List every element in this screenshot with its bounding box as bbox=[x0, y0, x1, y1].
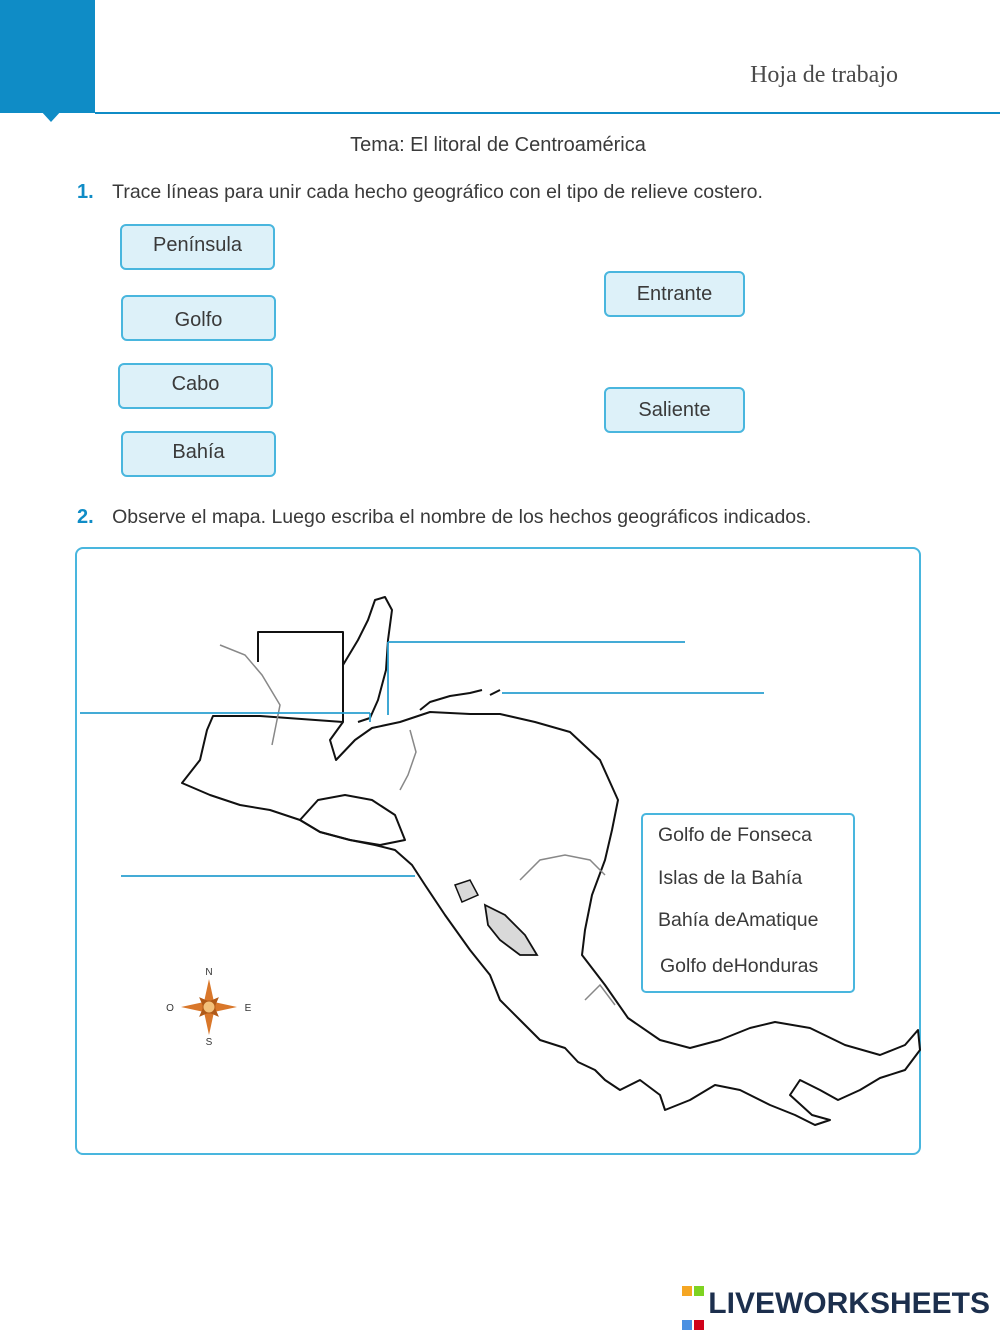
river-coco bbox=[520, 855, 605, 880]
worksheet-topic: Tema: El litoral de Centroamérica bbox=[350, 134, 646, 156]
word-box-label: Cabo bbox=[171, 373, 220, 395]
river-ulua bbox=[400, 730, 416, 790]
lake-nicaragua bbox=[485, 905, 537, 955]
word-box-label: Bahía bbox=[172, 441, 225, 463]
country-el-salvador bbox=[300, 795, 405, 845]
question-1-text: Trace líneas para unir cada hecho geográfico con el tipo de relieve costero. bbox=[112, 181, 763, 203]
option-bahia-amatique[interactable]: Bahía deAmatique bbox=[658, 909, 819, 931]
word-box-label: Golfo bbox=[174, 309, 223, 331]
logo-squares-icon bbox=[681, 1271, 705, 1339]
compass-east: E bbox=[244, 1003, 252, 1014]
border-guatemala-mexico bbox=[258, 632, 343, 722]
question-2-text: Observe el mapa. Luego escriba el nombre de los hechos geográficos indicados. bbox=[112, 506, 812, 528]
river-usumacinta bbox=[220, 645, 280, 745]
word-box-label: Península bbox=[153, 234, 242, 256]
word-box-label: Entrante bbox=[636, 283, 713, 305]
liveworksheets-logo bbox=[681, 1271, 990, 1339]
river-san-juan bbox=[585, 985, 615, 1005]
compass-south: S bbox=[205, 1037, 213, 1047]
option-golfo-fonseca[interactable]: Golfo de Fonseca bbox=[658, 824, 812, 846]
lake-managua bbox=[455, 880, 478, 902]
page-title: Hoja de trabajo bbox=[750, 62, 898, 88]
question-1-number: 1. bbox=[77, 181, 94, 203]
compass-rose-icon bbox=[160, 965, 260, 1047]
word-bank bbox=[641, 813, 855, 993]
bay-islands bbox=[420, 690, 500, 710]
compass-west: O bbox=[166, 1003, 174, 1014]
option-islas-bahia[interactable]: Islas de la Bahía bbox=[658, 867, 803, 889]
word-box-label: Saliente bbox=[638, 399, 711, 421]
logo-text: LIVEWORKSHEETS bbox=[708, 1286, 990, 1320]
coast-belize bbox=[343, 597, 392, 722]
question-2-number: 2. bbox=[77, 506, 94, 528]
compass-north: N bbox=[205, 967, 213, 978]
option-golfo-honduras[interactable]: Golfo deHonduras bbox=[660, 955, 819, 977]
